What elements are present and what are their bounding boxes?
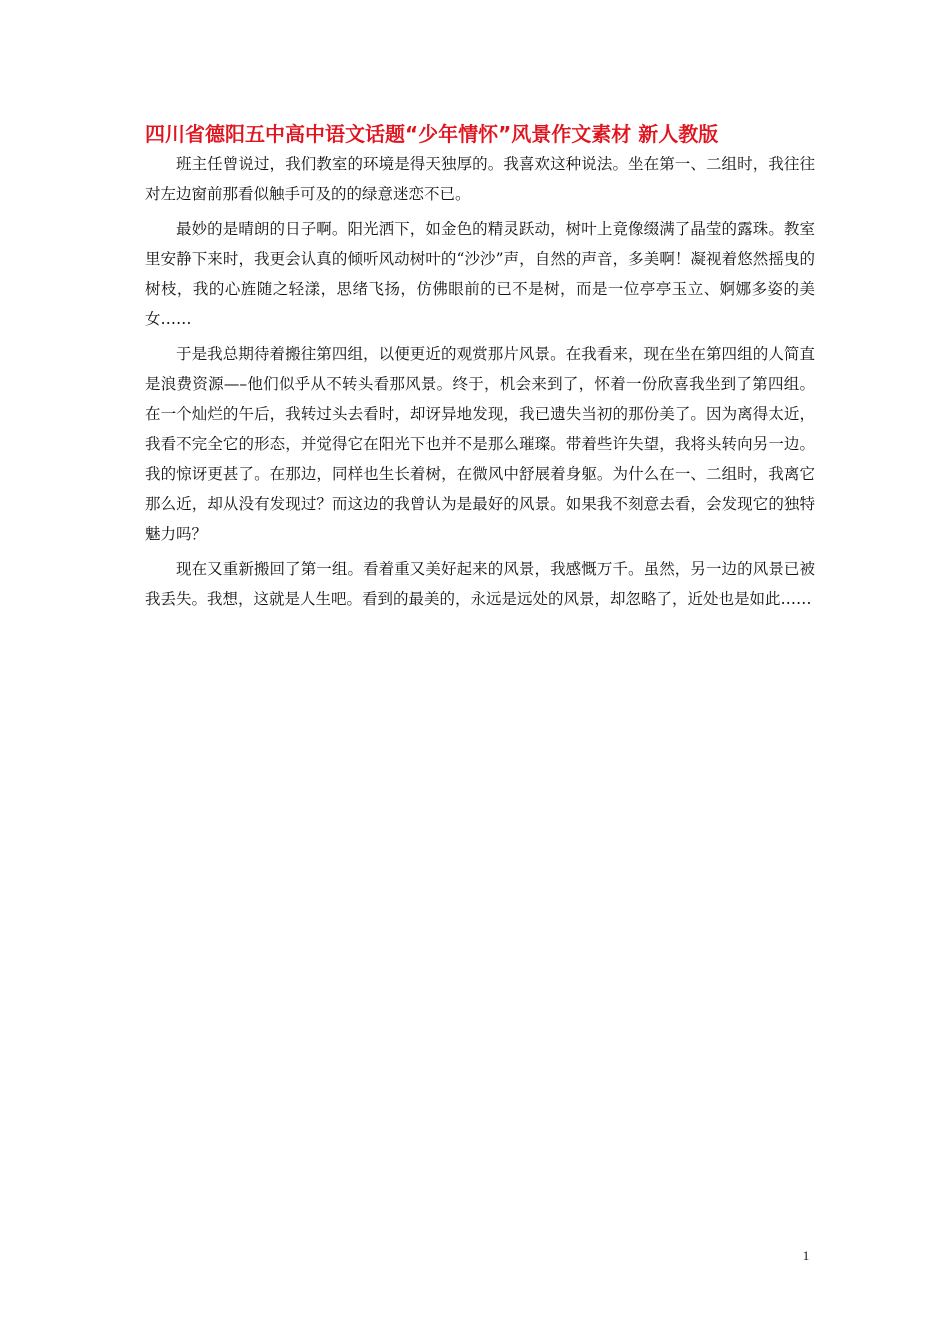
page-number: 1 xyxy=(802,1248,810,1263)
paragraph: 于是我总期待着搬往第四组，以便更近的观赏那片风景。在我看来，现在坐在第四组的人简直是浪费资源—–他们似乎从不转头看那风景。终于，机会来到了，怀着一份欣喜我坐到了第四组。在一个灿烂的午后，我转过头去看时，却讶异地发现，我已遗失当初的那份美了。因为离得太近，我看不完全它的形态，并觉得它在阳光下也并不是那么璀璨。带着些许失望，我将头转向另一边。我的惊讶更甚了。在那边，同样也生长着树，在微风中舒展着身躯。为什么在一、二组时，我离它那么近，却从没有发现过？而这边的我曾认为是最好的风景。如果我不刻意去看，会发现它的独特魅力吗？ xyxy=(145,345,815,543)
document-title: 四川省德阳五中高中语文话题“少年情怀”风景作文素材 新人教版 xyxy=(145,122,719,146)
paragraph: 班主任曾说过，我们教室的环境是得天独厚的。我喜欢这种说法。坐在第一、二组时，我往往对左边窗前那看似触手可及的的绿意迷恋不已。 xyxy=(145,155,815,203)
paragraph: 现在又重新搬回了第一组。看着重又美好起来的风景，我感慨万千。虽然，另一边的风景已被我丢失。我想，这就是人生吧。看到的最美的，永远是远处的风景，却忽略了，近处也是如此…… xyxy=(145,560,815,608)
document-body xyxy=(145,149,815,619)
paragraph: 最妙的是晴朗的日子啊。阳光洒下，如金色的精灵跃动，树叶上竟像缀满了晶莹的露珠。教室里安静下来时，我更会认真的倾听风动树叶的“沙沙”声，自然的声音，多美啊！凝视着悠然摇曳的树枝，我的心旌随之轻漾，思绪飞扬，仿佛眼前的已不是树，而是一位亭亭玉立、婀娜多姿的美女…… xyxy=(145,220,815,328)
